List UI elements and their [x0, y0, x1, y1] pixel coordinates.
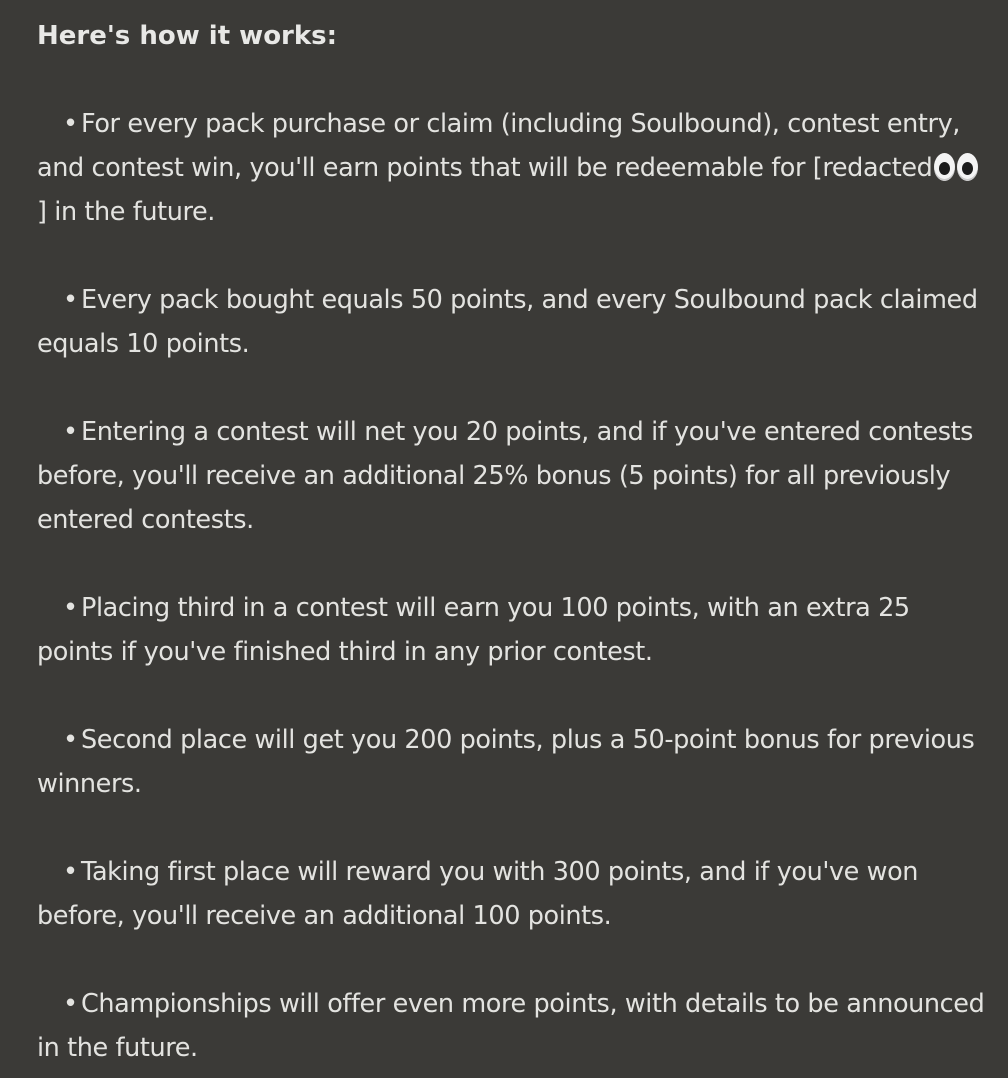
- bullet-item: [37, 410, 988, 542]
- bullet-dot: •: [63, 109, 78, 139]
- bullet-text: Second place will get you 200 points, plus a 50-point bonus for previous winners.: [37, 725, 975, 799]
- bullet-item: [37, 850, 988, 938]
- bullet-text: For every pack purchase or claim (including Soulbound), contest entry, and contest win, you'll earn points that will be redeemable for [redacted: [37, 109, 960, 183]
- bullet-dot: •: [63, 593, 78, 623]
- bullet-text: Every pack bought equals 50 points, and every Soulbound pack claimed equals 10 points.: [37, 285, 978, 359]
- bullet-dot: •: [63, 725, 78, 755]
- bullet-item: [37, 982, 988, 1070]
- bullet-text: Entering a contest will net you 20 points, and if you've entered contests before, you'll receive an additional 25% bonus (5 points) for all previously entered contests.: [37, 417, 974, 535]
- bullet-item: [37, 102, 988, 234]
- bullet-text: Championships will offer even more points, with details to be announced in the future.: [37, 989, 985, 1063]
- bullet-dot: •: [63, 417, 78, 447]
- bullet-dot: •: [63, 285, 78, 315]
- bullet-item: [37, 586, 988, 674]
- eyes-emoji-icon: [934, 153, 980, 181]
- bullet-dot: •: [63, 857, 78, 887]
- bullet-text: Taking first place will reward you with 300 points, and if you've won before, you'll receive an additional 100 points.: [37, 857, 919, 931]
- bullet-item: [37, 718, 988, 806]
- message-heading: Here's how it works:: [37, 21, 338, 51]
- bullet-text: Placing third in a contest will earn you 100 points, with an extra 25 points if you've finished third in any prior contest.: [37, 593, 910, 667]
- bullet-item: [37, 278, 988, 366]
- bullet-dot: •: [63, 989, 78, 1019]
- bullet-text-after: ] in the future.: [37, 197, 215, 227]
